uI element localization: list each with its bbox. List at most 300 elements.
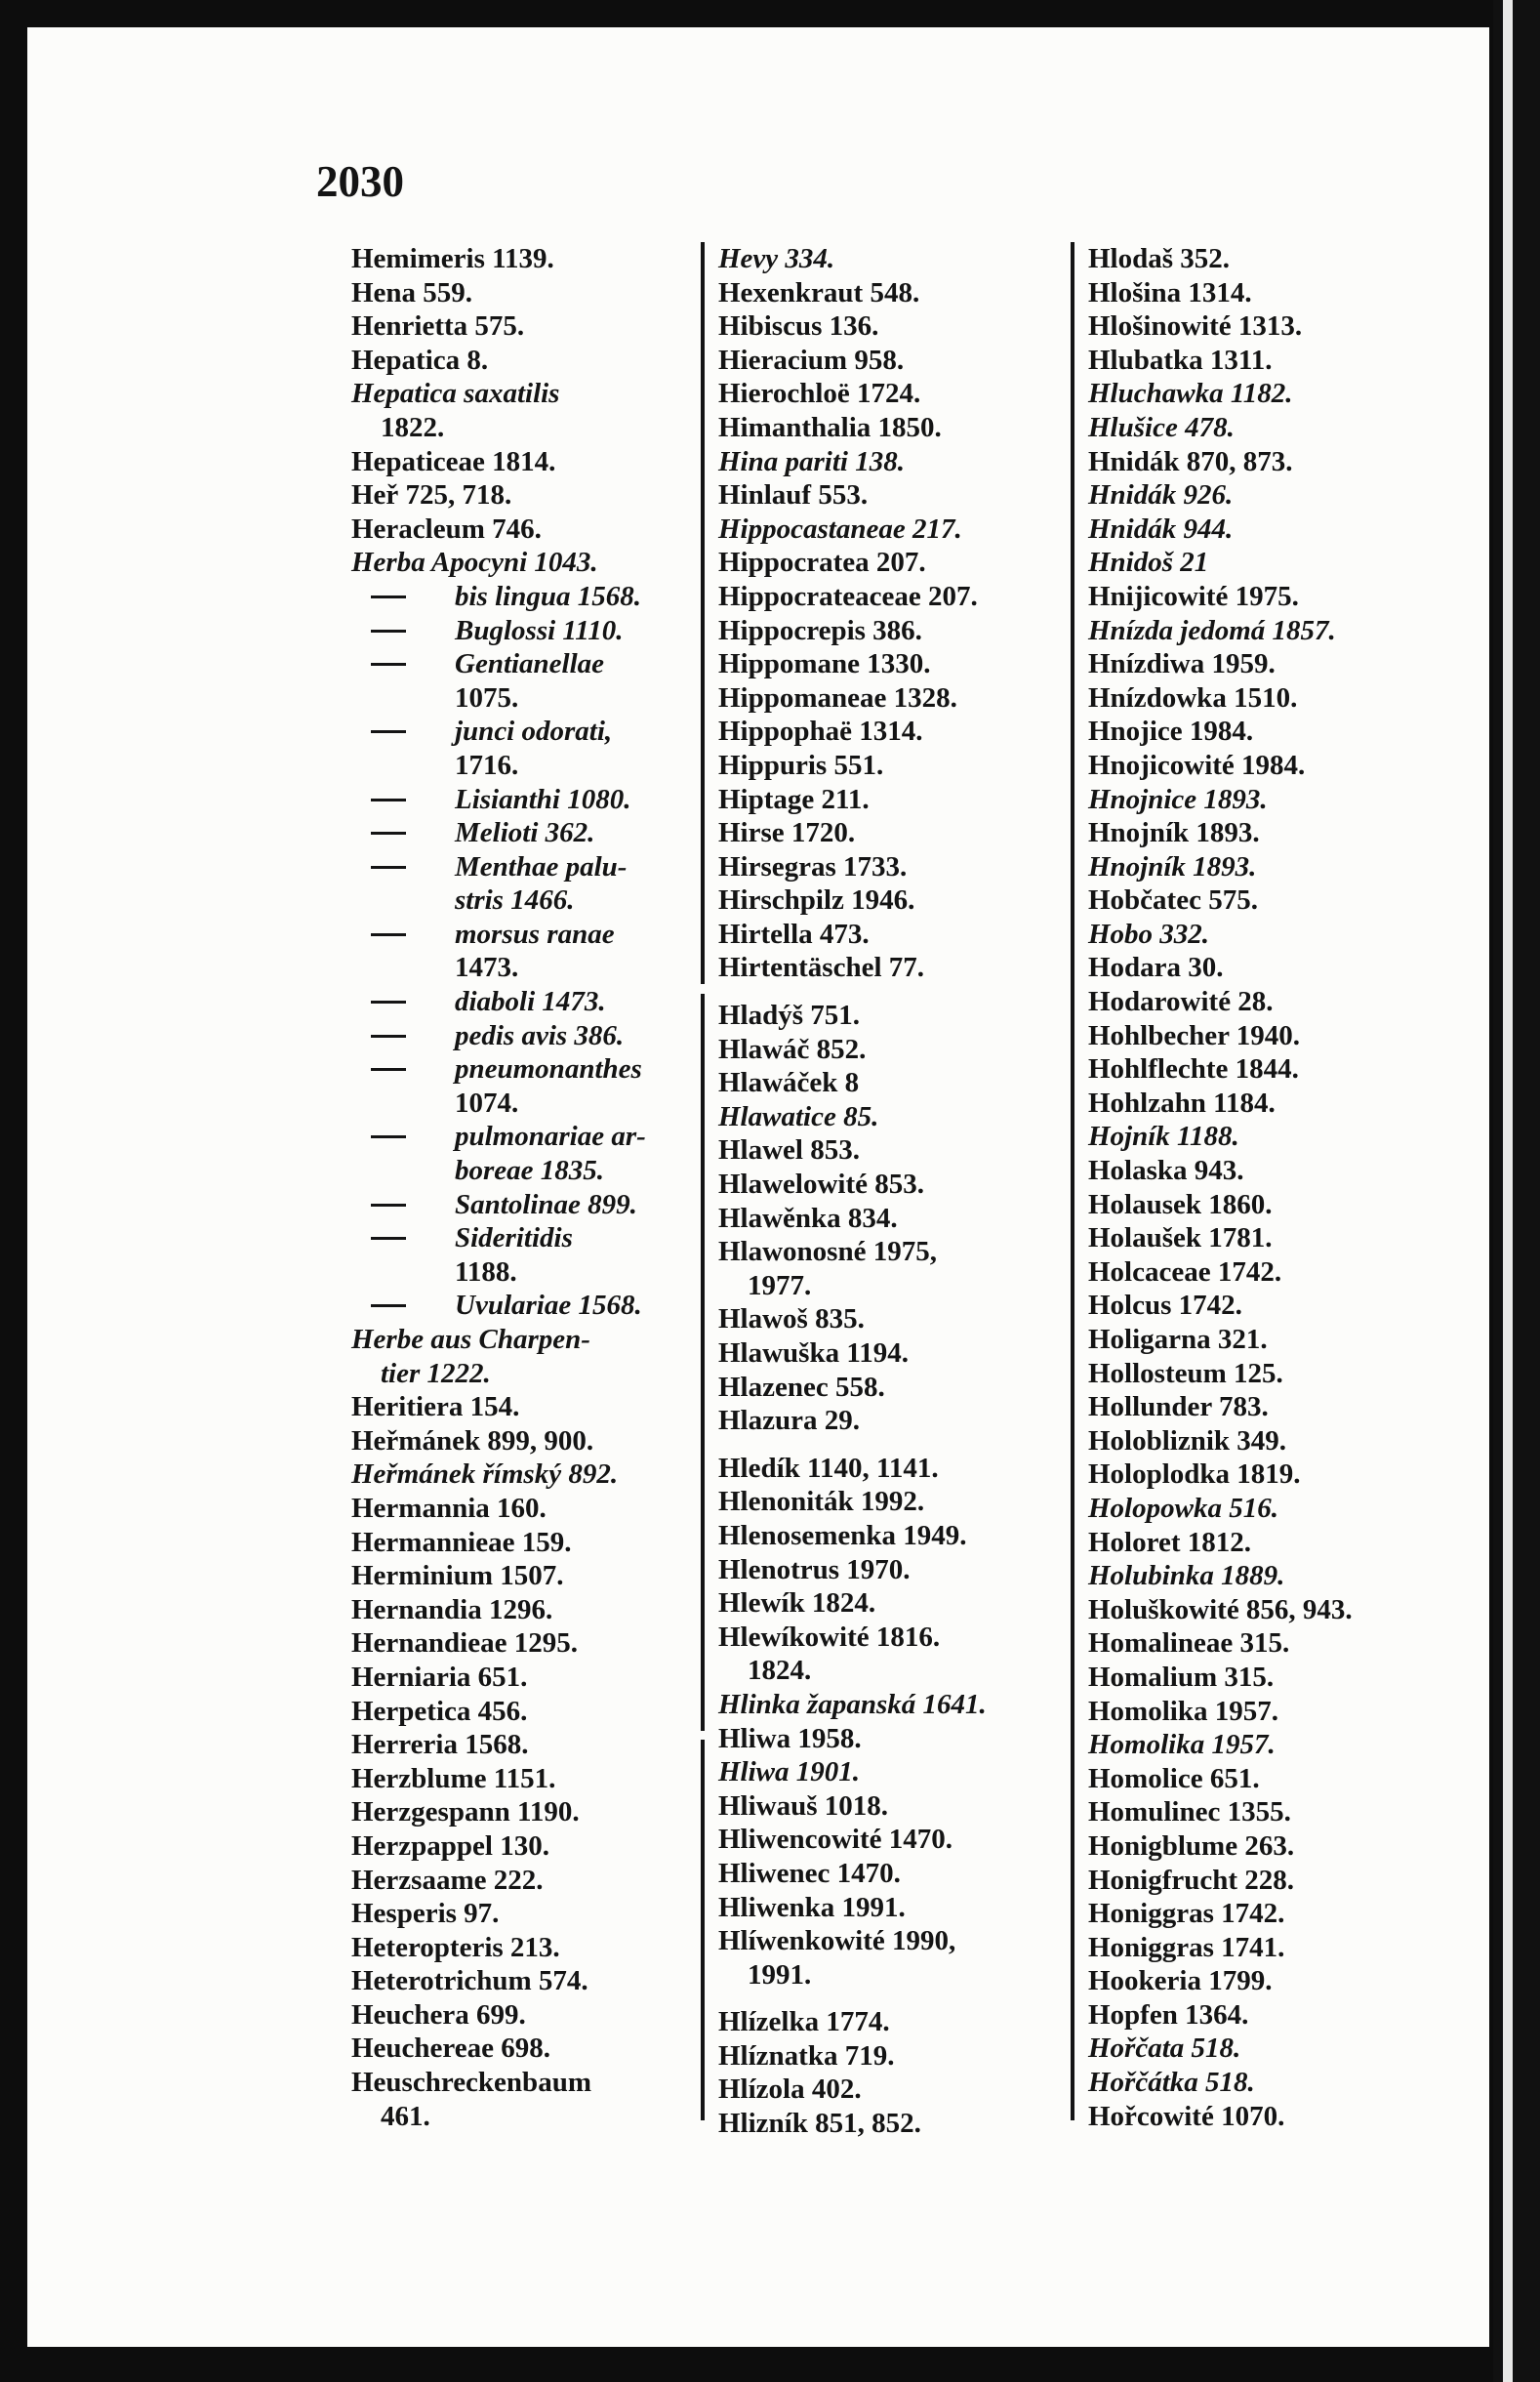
index-column-2: [718, 242, 1070, 2141]
index-entry-text: Hořčata 518.: [1088, 2033, 1241, 2065]
index-entry: [351, 883, 683, 918]
index-entry-text: Hledík 1140, 1141.: [718, 1452, 939, 1484]
index-entry: [718, 783, 1070, 817]
index-entry: [351, 1458, 683, 1492]
index-entry: [718, 883, 1070, 918]
index-entry-text: Herzsaame 222.: [351, 1864, 544, 1896]
index-entry-text: Holcus 1742.: [1088, 1290, 1242, 1322]
index-entry-text: Hnojice 1984.: [1088, 716, 1254, 748]
index-entry-text: Homalineae 315.: [1088, 1627, 1290, 1660]
index-entry-text: Hippocrepis 386.: [718, 614, 922, 646]
index-entry-text: diaboli 1473.: [455, 986, 606, 1018]
index-entry: [1088, 1323, 1479, 1357]
index-entry-text: Hnojník 1893.: [1088, 850, 1257, 883]
index-entry-text: Heřmánek 899, 900.: [351, 1424, 594, 1457]
index-entry: [718, 1654, 1070, 1688]
index-entry: [351, 918, 683, 952]
index-entry: [351, 1864, 683, 1898]
index-column-1: [351, 242, 683, 2133]
index-entry: [1088, 1019, 1479, 1053]
index-entry-text: Hirse 1720.: [718, 817, 856, 849]
index-entry-text: Hepaticeae 1814.: [351, 445, 556, 477]
index-entry: [1088, 1188, 1479, 1222]
index-entry: [351, 715, 683, 749]
index-entry: [351, 1897, 683, 1931]
index-entry: [718, 749, 1070, 783]
index-entry: [718, 2107, 1070, 2141]
index-entry-text: Hlawelowité 853.: [718, 1169, 925, 1201]
index-entry-text: Sideritidis: [455, 1222, 573, 1254]
index-entry: [1088, 985, 1479, 1019]
index-entry: [351, 2066, 683, 2100]
index-entry-text: Hlošinowité 1313.: [1088, 310, 1303, 343]
index-entry-text: Hlawoš 835.: [718, 1303, 865, 1335]
index-entry-text: Hlawuška 1194.: [718, 1337, 909, 1369]
index-entry-text: Hepatica 8.: [351, 344, 489, 376]
index-entry-text: Hobo 332.: [1088, 918, 1210, 950]
index-entry: [718, 1168, 1070, 1202]
index-entry-text: Hirsegras 1733.: [718, 850, 908, 883]
index-entry: [351, 1357, 683, 1391]
index-entry-text: 1075.: [455, 681, 519, 714]
index-entry: [718, 1371, 1070, 1405]
index-entry-text: pneumonanthes: [455, 1053, 642, 1086]
index-entry-text: Hliwa 1901.: [718, 1756, 861, 1788]
index-entry-text: Hlinka žapanská 1641.: [718, 1688, 987, 1720]
index-entry-text: Hippomane 1330.: [718, 648, 931, 680]
index-entry-text: Hlenotrus 1970.: [718, 1553, 911, 1585]
index-entry-text: Hlawatice 85.: [718, 1100, 879, 1132]
index-entry: [718, 1302, 1070, 1336]
index-entry: [1088, 951, 1479, 985]
index-entry: [1088, 1424, 1479, 1458]
index-entry: [351, 951, 683, 985]
index-entry: [1088, 1864, 1479, 1898]
repeat-dash: [371, 1035, 406, 1038]
index-entry: [718, 2005, 1070, 2039]
index-entry-text: Heteropteris 213.: [351, 1931, 560, 1963]
index-entry: [1088, 783, 1479, 817]
index-entry: [718, 1789, 1070, 1824]
index-entry-text: Heritiera 154.: [351, 1391, 520, 1423]
index-entry-text: Hemimeris 1139.: [351, 243, 554, 274]
index-entry-text: Hippocrateaceae 207.: [718, 580, 978, 612]
index-entry: [351, 1695, 683, 1729]
index-entry-text: Hlenosemenka 1949.: [718, 1519, 967, 1551]
index-entry: [718, 1269, 1070, 1303]
index-entry-text: Gentianellae: [455, 648, 605, 680]
index-entry-text: Buglossi 1110.: [455, 614, 624, 646]
column-rule: [1071, 242, 1074, 2120]
index-entry: [1088, 1154, 1479, 1188]
index-entry: [718, 816, 1070, 850]
index-entry-text: 1824.: [748, 1655, 812, 1687]
index-entry-text: Hippuris 551.: [718, 749, 884, 781]
index-entry: [1088, 344, 1479, 378]
index-entry-text: Heuchereae 698.: [351, 2033, 551, 2065]
index-entry-text: Hodara 30.: [1088, 952, 1224, 984]
index-entry-text: Hlodaš 352.: [1088, 243, 1231, 274]
index-entry-text: Hodarowité 28.: [1088, 986, 1274, 1018]
index-entry-text: tier 1222.: [381, 1357, 491, 1389]
index-entry-text: Hobčatec 575.: [1088, 884, 1258, 917]
index-entry-text: Hermannia 160.: [351, 1492, 547, 1524]
index-entry: [351, 1964, 683, 1998]
index-entry: [351, 1931, 683, 1965]
index-entry-text: Homolika 1957.: [1088, 1729, 1276, 1761]
index-entry: [1088, 546, 1479, 580]
index-entry-text: Holopowka 516.: [1088, 1492, 1278, 1524]
index-entry: [351, 816, 683, 850]
index-entry: [1088, 918, 1479, 952]
index-entry: [1088, 1526, 1479, 1560]
index-entry-text: Hnízda jedomá 1857.: [1088, 614, 1336, 646]
index-entry: [351, 1559, 683, 1593]
index-entry-text: Heuchera 699.: [351, 1998, 526, 2031]
index-entry: [718, 1891, 1070, 1925]
index-entry-text: Hlazenec 558.: [718, 1371, 885, 1403]
index-entry: [351, 1087, 683, 1121]
index-entry: [1088, 1559, 1479, 1593]
index-entry: [351, 1526, 683, 1560]
index-entry-text: Hepatica saxatilis: [351, 378, 560, 410]
index-entry-text: Herniaria 651.: [351, 1661, 528, 1693]
index-entry: [351, 850, 683, 884]
index-entry: [718, 1452, 1070, 1486]
index-entry: [718, 2039, 1070, 2074]
index-entry: [351, 647, 683, 681]
index-entry-text: Holausek 1860.: [1088, 1188, 1273, 1220]
index-entry: [718, 1722, 1070, 1756]
index-entry: [1088, 681, 1479, 716]
index-entry: [718, 1924, 1070, 1958]
index-entry: [351, 2032, 683, 2066]
index-entry-text: Hnidák 926.: [1088, 479, 1234, 512]
index-entry-text: Heuschreckenbaum: [351, 2067, 591, 2099]
index-entry: [1088, 1593, 1479, 1627]
index-entry: [1088, 1897, 1479, 1931]
index-entry-text: Hirschpilz 1946.: [718, 884, 915, 917]
column-rule: [701, 994, 705, 1731]
index-entry: [351, 276, 683, 310]
index-entry-text: Hlazura 29.: [718, 1405, 860, 1437]
index-entry: [718, 951, 1070, 985]
index-entry-text: 461.: [381, 2100, 430, 2132]
index-entry-text: Hlawěnka 834.: [718, 1202, 898, 1234]
index-entry: [1088, 276, 1479, 310]
index-entry: [351, 783, 683, 817]
index-entry-text: Melioti 362.: [455, 817, 595, 849]
index-entry-text: Hliwenec 1470.: [718, 1857, 901, 1889]
index-entry: [351, 1626, 683, 1661]
index-entry-text: Honiggras 1741.: [1088, 1931, 1285, 1963]
index-entry-text: Herminium 1507.: [351, 1560, 564, 1592]
index-entry-text: Homalium 315.: [1088, 1661, 1275, 1693]
index-entry-text: Hnidoš 21: [1088, 547, 1209, 579]
index-entry: [718, 1553, 1070, 1587]
index-entry: [351, 411, 683, 445]
index-entry: [718, 1755, 1070, 1789]
index-entry: [351, 1390, 683, 1424]
index-entry: [718, 1823, 1070, 1857]
index-entry: [351, 1289, 683, 1323]
index-entry-text: Hexenkraut 548.: [718, 276, 920, 308]
index-entry: [351, 309, 683, 344]
index-entry: [718, 1688, 1070, 1722]
index-entry: [718, 445, 1070, 479]
index-entry-text: Hlízelka 1774.: [718, 2006, 890, 2038]
index-entry-text: Hlíznatka 719.: [718, 2039, 895, 2072]
index-entry: [351, 1762, 683, 1796]
index-entry-text: Hnojník 1893.: [1088, 817, 1260, 849]
index-entry-text: Holoplodka 1819.: [1088, 1458, 1301, 1491]
index-entry: [718, 647, 1070, 681]
index-entry-text: Hinlauf 553.: [718, 479, 869, 512]
index-entry: [718, 546, 1070, 580]
index-entry-text: Heterotrichum 574.: [351, 1965, 588, 1997]
index-entry-text: Hohlflechte 1844.: [1088, 1053, 1299, 1086]
index-entry: [718, 2073, 1070, 2107]
index-entry: [1088, 445, 1479, 479]
repeat-dash: [371, 1068, 406, 1071]
index-entry: [718, 1404, 1070, 1438]
index-entry: [1088, 816, 1479, 850]
index-entry-text: Hernandia 1296.: [351, 1593, 553, 1625]
index-entry: [351, 1188, 683, 1222]
index-entry-text: Holigarna 321.: [1088, 1324, 1268, 1355]
index-entry-text: Hlewík 1824.: [718, 1587, 876, 1620]
index-entry-text: Heracleum 746.: [351, 513, 542, 545]
index-entry-text: Holcaceae 1742.: [1088, 1255, 1282, 1288]
index-entry-text: Hnijicowité 1975.: [1088, 580, 1299, 612]
index-entry: [718, 309, 1070, 344]
index-entry: [718, 1133, 1070, 1168]
index-entry: [718, 1857, 1070, 1891]
index-entry: [718, 1621, 1070, 1655]
index-entry: [351, 478, 683, 513]
index-entry-text: Hliwauš 1018.: [718, 1789, 889, 1822]
index-entry-text: Hippocastaneae 217.: [718, 513, 962, 545]
index-entry-text: Hlenoniták 1992.: [718, 1486, 925, 1518]
index-entry: [1088, 1289, 1479, 1323]
index-entry-text: Hlizník 851, 852.: [718, 2108, 921, 2140]
index-entry: [1088, 850, 1479, 884]
index-entry-text: Hliwa 1958.: [718, 1722, 862, 1754]
index-entry-text: Hojník 1188.: [1088, 1121, 1239, 1153]
index-entry-text: Hluchawka 1182.: [1088, 378, 1293, 410]
index-entry-text: Hlawonosné 1975,: [718, 1236, 937, 1268]
index-entry: [1088, 883, 1479, 918]
index-entry: [351, 1424, 683, 1458]
index-entry: [351, 1221, 683, 1255]
index-entry-text: 1473.: [455, 952, 519, 984]
index-entry-text: Herzpappel 130.: [351, 1829, 549, 1862]
index-entry: [1088, 1762, 1479, 1796]
repeat-dash: [371, 1204, 406, 1207]
page-edge: [1493, 0, 1540, 2382]
index-entry: [351, 580, 683, 614]
index-entry-text: Homolika 1957.: [1088, 1695, 1278, 1727]
index-entry-text: Hollunder 783.: [1088, 1391, 1269, 1423]
index-entry: [1088, 1390, 1479, 1424]
index-entry: [1088, 1626, 1479, 1661]
index-entry-text: pulmonariae ar-: [455, 1121, 646, 1153]
index-entry: [351, 681, 683, 716]
index-entry-text: Hirtella 473.: [718, 918, 870, 950]
index-entry: [1088, 1458, 1479, 1492]
index-entry-text: 1991.: [748, 1958, 812, 1991]
index-entry: [1088, 2066, 1479, 2100]
index-entry-text: Hopfen 1364.: [1088, 1998, 1249, 2031]
index-entry: [351, 1052, 683, 1087]
index-entry-text: Hippophaë 1314.: [718, 716, 923, 748]
index-entry: [718, 242, 1070, 276]
index-entry: [351, 985, 683, 1019]
index-entry: [1088, 580, 1479, 614]
index-entry-text: Herbe aus Charpen-: [351, 1324, 590, 1355]
index-entry-text: boreae 1835.: [455, 1155, 605, 1187]
index-entry: [1088, 749, 1479, 783]
index-entry: [718, 715, 1070, 749]
repeat-dash: [371, 799, 406, 801]
index-entry: [351, 1728, 683, 1762]
index-entry-text: Holubinka 1889.: [1088, 1560, 1285, 1592]
index-entry: [718, 918, 1070, 952]
index-entry-text: Santolinae 899.: [455, 1188, 637, 1220]
index-entry-text: 1074.: [455, 1087, 519, 1119]
index-entry: [351, 1998, 683, 2033]
index-entry: [1088, 242, 1479, 276]
index-entry-text: pedis avis 386.: [455, 1019, 625, 1051]
index-entry-text: Hohlzahn 1184.: [1088, 1087, 1276, 1119]
index-entry: [1088, 1695, 1479, 1729]
index-entry: [1088, 411, 1479, 445]
index-entry: [1088, 1120, 1479, 1154]
index-entry: [351, 242, 683, 276]
index-entry-text: Hirtentäschel 77.: [718, 952, 925, 984]
index-entry-text: Lisianthi 1080.: [455, 783, 631, 815]
index-entry-text: Hnojicowité 1984.: [1088, 749, 1306, 781]
index-entry: [351, 1829, 683, 1864]
index-entry: [351, 614, 683, 648]
index-entry-text: junci odorati,: [455, 716, 613, 748]
index-entry-text: Herreria 1568.: [351, 1729, 529, 1761]
index-entry: [718, 1336, 1070, 1371]
index-entry-text: Hnidák 944.: [1088, 513, 1234, 545]
index-entry-text: Hlízola 402.: [718, 2074, 862, 2106]
index-entry: [1088, 377, 1479, 411]
index-entry-text: Hnízdowka 1510.: [1088, 681, 1298, 714]
index-entry: [1088, 309, 1479, 344]
index-entry-text: Uvulariae 1568.: [455, 1290, 642, 1322]
index-entry-text: Heř 725, 718.: [351, 479, 512, 512]
index-entry-text: Herba Apocyni 1043.: [351, 547, 598, 579]
index-entry-text: 1188.: [455, 1255, 517, 1288]
index-entry: [351, 344, 683, 378]
index-entry-text: Hořcowité 1070.: [1088, 2100, 1285, 2132]
repeat-dash: [371, 933, 406, 936]
repeat-dash: [371, 663, 406, 666]
index-entry-text: 1822.: [381, 411, 445, 443]
index-entry-text: Hieracium 958.: [718, 344, 905, 376]
repeat-dash: [371, 1001, 406, 1004]
index-entry-text: Hladýš 751.: [718, 1000, 861, 1032]
index-entry: [1088, 1255, 1479, 1290]
index-entry: [718, 1066, 1070, 1100]
index-entry-text: Hliwenka 1991.: [718, 1891, 906, 1923]
index-entry-text: bis lingua 1568.: [455, 580, 641, 612]
repeat-dash: [371, 832, 406, 835]
index-entry-text: Honigblume 263.: [1088, 1829, 1295, 1862]
adjacent-page-edge: [1503, 0, 1513, 2382]
index-entry: [718, 614, 1070, 648]
index-entry-text: Hnízdiwa 1959.: [1088, 648, 1276, 680]
index-entry-text: Hevy 334.: [718, 243, 835, 274]
index-entry: [1088, 647, 1479, 681]
index-entry-text: Henrietta 575.: [351, 310, 525, 343]
index-entry: [1088, 1357, 1479, 1391]
index-entry-text: Hlušice 478.: [1088, 411, 1235, 443]
repeat-dash: [371, 630, 406, 633]
index-entry-text: Hohlbecher 1940.: [1088, 1019, 1300, 1051]
index-entry: [1088, 1795, 1479, 1829]
index-entry-text: Holaušek 1781.: [1088, 1222, 1273, 1254]
index-entry-text: Hippomaneae 1328.: [718, 681, 957, 714]
index-entry: [351, 1323, 683, 1357]
index-entry-text: Hibiscus 136.: [718, 310, 879, 343]
repeat-dash: [371, 1237, 406, 1240]
index-entry: [351, 445, 683, 479]
index-entry-text: Heřmánek římský 892.: [351, 1458, 619, 1491]
index-entry: [718, 1202, 1070, 1236]
index-entry: [718, 1033, 1070, 1067]
index-entry-text: 1716.: [455, 749, 519, 781]
index-entry-text: Hlubatka 1311.: [1088, 344, 1273, 376]
index-entry-text: Hesperis 97.: [351, 1898, 500, 1930]
index-entry-text: Hina pariti 138.: [718, 445, 905, 477]
index-entry: [351, 1795, 683, 1829]
index-entry-text: Herzgespann 1190.: [351, 1796, 580, 1828]
index-entry: [718, 377, 1070, 411]
index-entry: [718, 1586, 1070, 1621]
index-entry: [718, 1100, 1070, 1134]
index-entry: [718, 344, 1070, 378]
index-entry: [351, 1120, 683, 1154]
index-entry: [351, 749, 683, 783]
index-entry: [718, 681, 1070, 716]
index-entry-text: Holobliznik 349.: [1088, 1424, 1287, 1457]
index-entry: [1088, 1052, 1479, 1087]
index-entry: [718, 478, 1070, 513]
index-entry-text: Holoret 1812.: [1088, 1526, 1251, 1558]
index-entry: [351, 1255, 683, 1290]
index-entry-text: Hlewíkowité 1816.: [718, 1621, 941, 1653]
index-entry: [718, 580, 1070, 614]
index-entry-text: stris 1466.: [455, 884, 575, 917]
column-rule: [701, 242, 705, 984]
index-column-3: [1088, 242, 1479, 2133]
index-entry-text: Hliwencowité 1470.: [718, 1824, 953, 1856]
index-entry-text: Hlíwenkowité 1990,: [718, 1925, 956, 1957]
index-entry: [1088, 1829, 1479, 1864]
index-entry-text: Honigfrucht 228.: [1088, 1864, 1295, 1896]
index-entry: [351, 1019, 683, 1053]
index-entry: [718, 411, 1070, 445]
index-entry-text: Hiptage 211.: [718, 783, 870, 815]
index-entry: [718, 1235, 1070, 1269]
repeat-dash: [371, 730, 406, 733]
index-entry: [1088, 614, 1479, 648]
